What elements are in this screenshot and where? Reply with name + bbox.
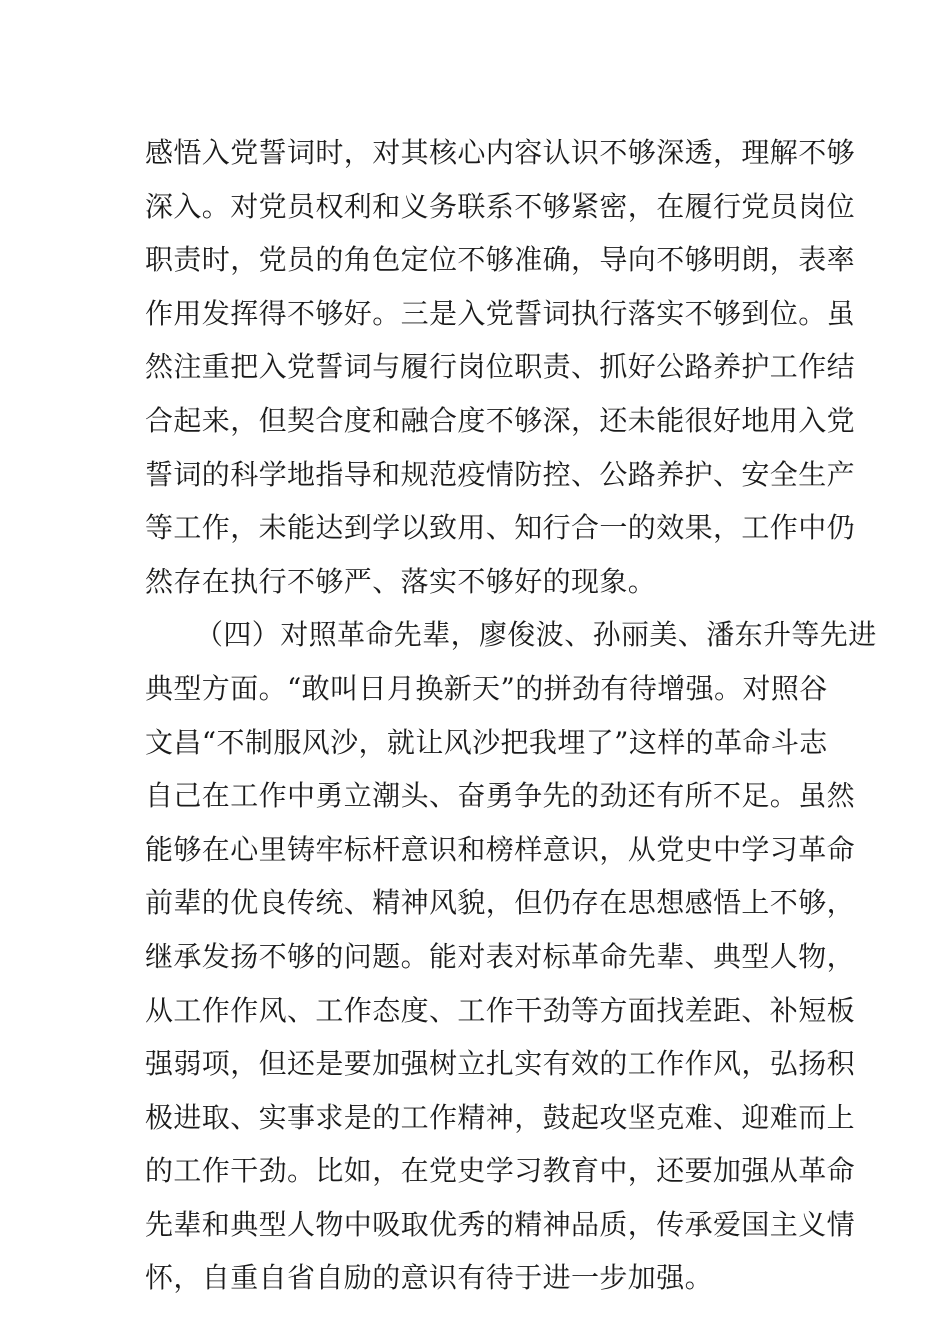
paragraph-line: 先辈和典型人物中吸取优秀的精神品质，传承爱国主义情 bbox=[145, 1207, 856, 1241]
paragraph-line: 前辈的优良传统、精神风貌，但仍存在思想感悟上不够， bbox=[145, 886, 856, 920]
paragraph-line: 的工作干劲。比如，在党史学习教育中，还要加强从革命 bbox=[145, 1154, 856, 1188]
paragraph-line: 怀，自重自省自励的意识有待于进一步加强。 bbox=[145, 1261, 714, 1295]
paragraph-line: 继承发扬不够的问题。能对表对标革命先辈、典型人物， bbox=[145, 939, 856, 973]
paragraph-line: 合起来，但契合度和融合度不够深，还未能很好地用入党 bbox=[145, 403, 856, 437]
paragraph-1 bbox=[145, 126, 856, 608]
paragraph-line: 誓词的科学地指导和规范疫情防控、公路养护、安全生产 bbox=[145, 457, 856, 491]
paragraph-line: 感悟入党誓词时，对其核心内容认识不够深透，理解不够 bbox=[145, 136, 856, 169]
paragraph-line: 职责时，党员的角色定位不够准确，导向不够明朗，表率 bbox=[145, 243, 856, 277]
paragraph-line: 强弱项，但还是要加强树立扎实有效的工作作风，弘扬积 bbox=[145, 1047, 856, 1081]
paragraph-line: 深入。对党员权利和义务联系不够紧密，在履行党员岗位 bbox=[145, 189, 856, 223]
paragraph-line: 极进取、实事求是的工作精神，鼓起攻坚克难、迎难而上 bbox=[145, 1100, 856, 1134]
paragraph-line: 作用发挥得不够好。三是入党誓词执行落实不够到位。虽 bbox=[145, 296, 856, 330]
paragraph-line: 文昌“不制服风沙，就让风沙把我埋了”这样的革命斗志 bbox=[145, 725, 828, 759]
paragraph-line: 自己在工作中勇立潮头、奋勇争先的劲还有所不足。虽然 bbox=[145, 779, 856, 813]
paragraph-line: 等工作，未能达到学以致用、知行合一的效果，工作中仍 bbox=[145, 511, 856, 545]
document-body bbox=[145, 126, 877, 1305]
paragraph-line: 典型方面。“敢叫日月换新天”的拼劲有待增强。对照谷 bbox=[145, 671, 828, 705]
paragraph-line: 然注重把入党誓词与履行岗位职责、抓好公路养护工作结 bbox=[145, 350, 856, 384]
paragraph-line: 然存在执行不够严、落实不够好的现象。 bbox=[145, 564, 657, 598]
paragraph-line: （四）对照革命先辈，廖俊波、孙丽美、潘东升等先进 bbox=[195, 618, 877, 652]
paragraph-line: 能够在心里铸牢标杆意识和榜样意识，从党史中学习革命 bbox=[145, 832, 856, 866]
paragraph-2 bbox=[145, 608, 877, 1305]
paragraph-line: 从工作作风、工作态度、工作干劲等方面找差距、补短板 bbox=[145, 993, 856, 1027]
